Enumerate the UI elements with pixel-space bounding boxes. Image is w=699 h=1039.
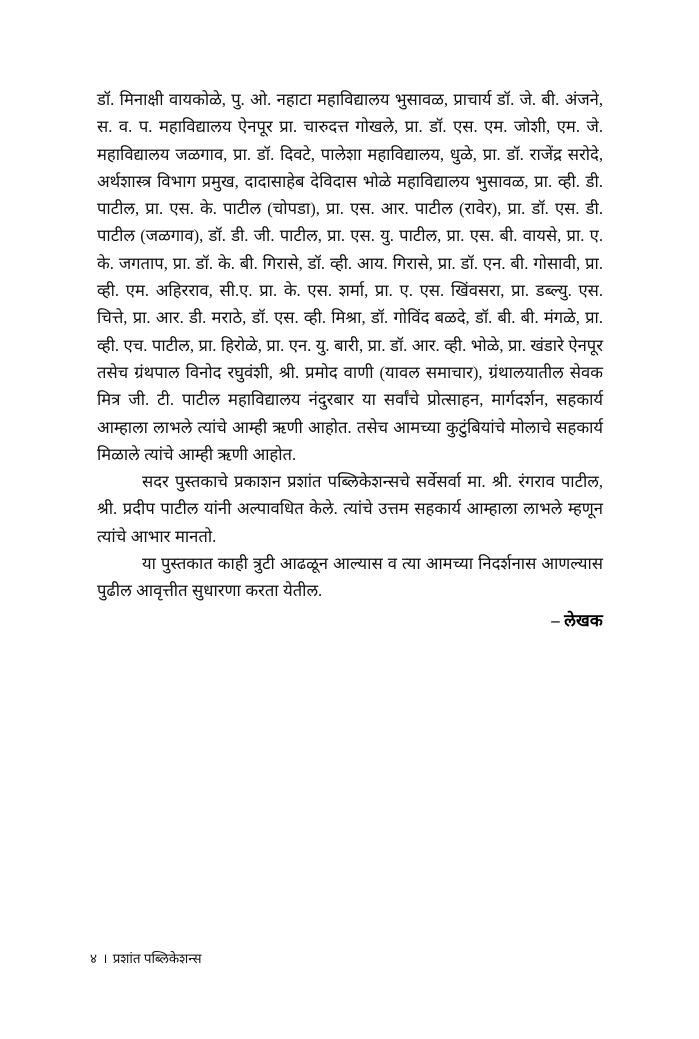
page-footer: [90, 950, 202, 968]
paragraph-errata-note: या पुस्तकात काही त्रुटी आढळून आल्यास व त्या आमच्या निदर्शनास आणल्यास पुढील आवृत्तीत सुधारणा करता येतील.: [97, 554, 604, 601]
body-text-column: [97, 86, 603, 634]
footer-page-number: ४: [90, 951, 97, 966]
footer-separator: ।: [102, 951, 108, 966]
paragraph-publisher-thanks: सदर पुस्तकाचे प्रकाशन प्रशांत पब्लिकेशन्सचे सर्वेसर्वा मा. श्री. रंगराव पाटील, श्री. प्रदीप पाटील यांनी अल्पावधित केले. त्यांचे उत्तम सहकार्य आम्हाला लाभले म्हणून त्यांचे आभार मानतो.: [97, 472, 603, 546]
author-signature: – लेखक: [551, 610, 603, 630]
footer-publisher-name: प्रशांत पब्लिकेशन्स: [112, 951, 202, 966]
paragraph-acknowledgement-names: डॉ. मिनाक्षी वायकोळे, पु. ओ. नहाटा महाविद्यालय भुसावळ, प्राचार्य डॉ. जे. बी. अंजने, स. व. प. महाविद्यालय ऐनपूर प्रा. चारुदत्त गोखले, प्रा. डॉ. एस. एम. जोशी, एम. जे. महाविद्यालय जळगाव, प्रा. डॉ. दिवटे, पालेशा महाविद्यालय, धुळे, प्रा. डॉ. राजेंद्र सरोदे, अर्थशास्त्र विभाग प्रमुख, दादासाहेब देविदास भोळे महाविद्यालय भुसावळ, प्रा. व्ही. डी. पाटील, प्रा. एस. के. पाटील (चोपडा), प्रा. एस. आर. पाटील (रावेर), प्रा. डॉ. एस. डी. पाटील (जळगाव), डॉ. डी. जी. पाटील, प्रा. एस. यु. पाटील, प्रा. एस. बी. वायसे, प्रा. ए. के. जगताप, प्रा. डॉ. के. बी. गिरासे, डॉ. व्ही. आय. गिरासे, प्रा. डॉ. एन. बी. गोसावी, प्रा. व्ही. एम. अहिरराव, सी.ए. प्रा. के. एस. शर्मा, प्रा. ए. एस. खिंवसरा, प्रा. डब्ल्यु. एस. चित्ते, प्रा. आर. डी. मराठे, डॉ. एस. व्ही. मिश्रा, डॉ. गोविंद बळदे, डॉ. बी. बी. मंगळे, प्रा. व्ही. एच. पाटील, प्रा. हिरोळे, प्रा. एन. यु. बारी, प्रा. डॉ. आर. व्ही. भोळे, प्रा. खंडारे ऐनपूर तसेच ग्रंथपाल विनोद रघुवंशी, श्री. प्रमोद वाणी (यावल समाचार), ग्रंथालयातील सेवक मित्र जी. टी. पाटील महाविद्यालय नंदुरबार या सर्वांचे प्रोत्साहन, मार्गदर्शन, सहकार्य आम्हाला लाभले त्यांचे आम्ही ऋणी आहोत. तसेच आमच्या कुटुंबियांचे मोलाचे सहकार्य मिळाले त्यांचे आम्ही ऋणी आहोत.: [97, 90, 604, 464]
